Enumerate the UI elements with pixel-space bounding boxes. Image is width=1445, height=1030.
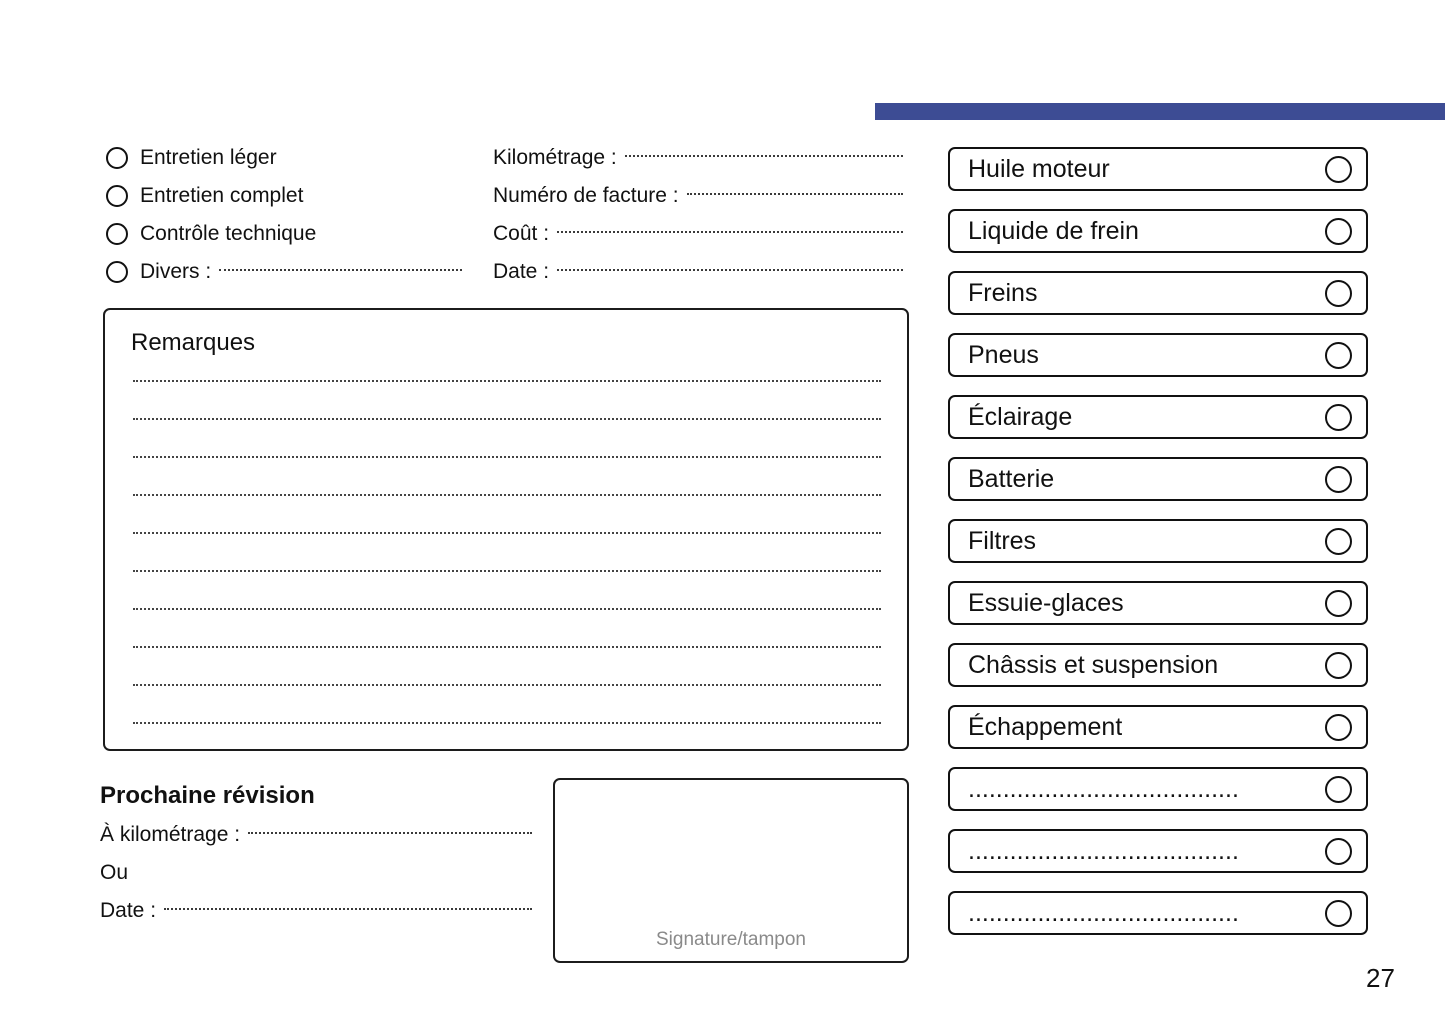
radio-circle [1325,280,1352,307]
fill-in-line [133,382,881,420]
field-label: Numéro de facture : [493,184,679,207]
field-label: Date : [100,899,157,922]
fill-in-line [133,610,881,648]
radio-circle [1325,156,1352,183]
radio-circle [106,147,128,169]
checklist-label: Freins [968,278,1038,307]
field-kilometrage [493,139,905,177]
radio-circle [106,261,128,283]
checklist-item-pneus [948,333,1368,377]
remarks-lines [133,358,881,724]
field-label: À kilométrage : [100,823,241,846]
remarks-box [103,308,909,751]
checklist-item-essuie-glaces [948,581,1368,625]
fill-in-line [133,358,881,382]
fill-in-line [133,458,881,496]
radio-circle [1325,528,1352,555]
checklist-label: Liquide de frein [968,216,1139,245]
service-option-entretien-complet [106,177,464,215]
next-service-section [100,776,534,930]
checklist-label: Éclairage [968,402,1073,431]
service-option-divers [106,253,464,291]
service-option-label: Contrôle technique [140,222,317,245]
field-label: Coût : [493,222,550,245]
service-option-label: Entretien complet [140,184,304,207]
service-option-controle-technique [106,215,464,253]
service-option-entretien-leger [106,139,464,177]
fill-in-line [687,193,903,195]
checklist-label: Batterie [968,464,1055,493]
checklist [948,147,1368,953]
checklist-item-freins [948,271,1368,315]
next-service-date [100,892,534,930]
radio-circle [1325,342,1352,369]
radio-circle [1325,218,1352,245]
next-service-km [100,816,534,854]
fill-in-line [133,496,881,534]
checklist-item-filtres [948,519,1368,563]
fill-in-line [133,686,881,724]
checklist-label: ....................................... [968,774,1239,803]
checklist-item-liquide-de-frein [948,209,1368,253]
checklist-label: ....................................... [968,898,1239,927]
field-label: Date : [493,260,550,283]
remarks-title: Remarques [131,329,256,356]
fill-in-line [248,832,532,834]
fill-in-line [133,572,881,610]
field-cout [493,215,905,253]
radio-circle [1325,900,1352,927]
page-number: 27 [1366,963,1395,993]
field-label: Ou [100,861,129,884]
fill-in-line [557,231,903,233]
checklist-item-chassis-et-suspension [948,643,1368,687]
checklist-label: Échappement [968,712,1123,741]
radio-circle [1325,714,1352,741]
radio-circle [106,185,128,207]
fill-in-line [557,269,903,271]
next-service-or [100,854,534,892]
radio-circle [1325,590,1352,617]
fill-in-line [219,269,462,271]
service-type-options [106,139,464,291]
next-service-title: Prochaine révision [100,782,315,809]
signature-label: Signature/tampon [656,929,806,950]
fill-in-line [133,648,881,686]
radio-circle [1325,776,1352,803]
field-label: Kilométrage : [493,146,617,169]
checklist-label: Pneus [968,340,1039,369]
checklist-item-blank-3 [948,891,1368,935]
checklist-item-eclairage [948,395,1368,439]
checklist-label: Essuie-glaces [968,588,1124,617]
radio-circle [1325,652,1352,679]
field-date [493,253,905,291]
radio-circle [106,223,128,245]
fill-in-line [625,155,903,157]
checklist-item-blank-1 [948,767,1368,811]
checklist-item-echappement [948,705,1368,749]
checklist-label: ....................................... [968,836,1239,865]
checklist-item-batterie [948,457,1368,501]
service-option-label: Divers : [140,260,212,283]
radio-circle [1325,838,1352,865]
checklist-label: Filtres [968,526,1037,555]
fill-in-line [133,534,881,572]
fill-in-line [133,420,881,458]
service-option-label: Entretien léger [140,146,277,169]
accent-bar [875,103,1445,120]
checklist-item-huile-moteur [948,147,1368,191]
fill-in-line [164,908,532,910]
checklist-item-blank-2 [948,829,1368,873]
checklist-label: Châssis et suspension [968,650,1219,679]
field-numero-facture [493,177,905,215]
radio-circle [1325,404,1352,431]
signature-box [553,778,909,963]
record-fields [493,139,905,291]
checklist-label: Huile moteur [968,154,1110,183]
radio-circle [1325,466,1352,493]
